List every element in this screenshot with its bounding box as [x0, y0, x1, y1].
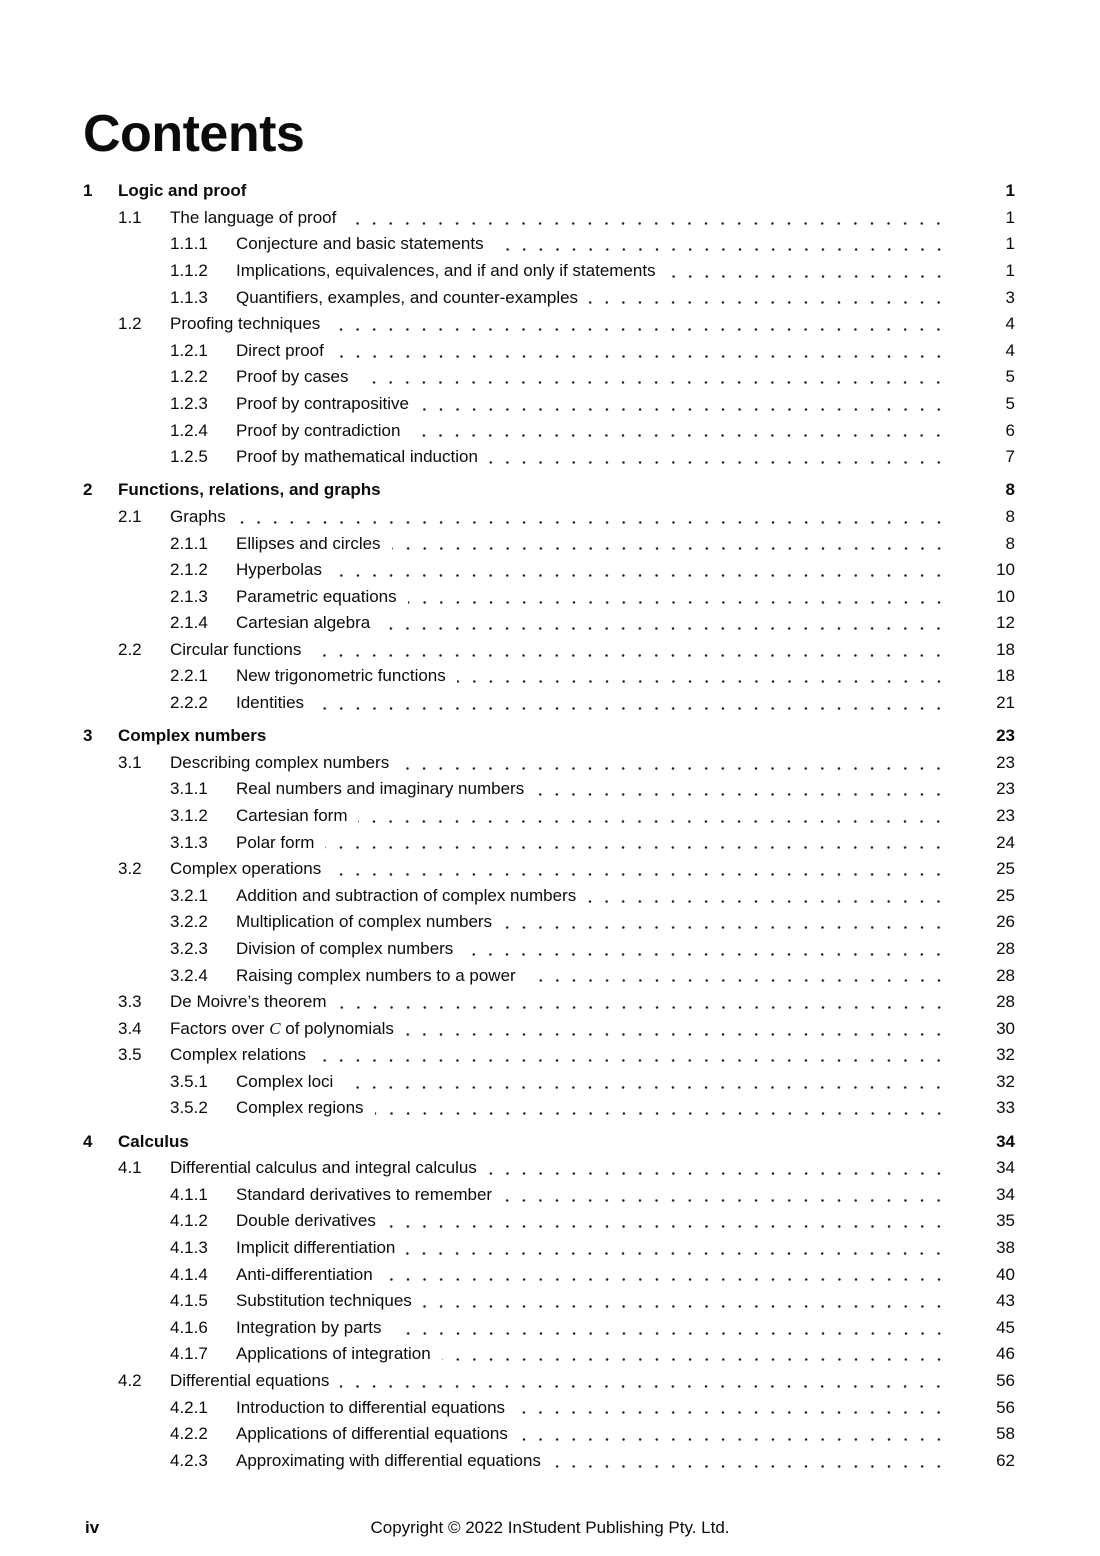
entry-number: 3.5.2 [170, 1098, 208, 1118]
dot-leader [359, 381, 947, 384]
entry-title: Proof by contradiction [236, 420, 401, 440]
entry-number: 3.3 [118, 992, 142, 1012]
entry-page-number: 8 [1005, 533, 1015, 553]
dot-leader [392, 547, 947, 550]
entry-number: 1.2.3 [170, 394, 208, 414]
entry-title: De Moivre’s theorem [170, 992, 327, 1012]
toc-chapter-group [83, 723, 1015, 1122]
entry-page-number: 34 [996, 1158, 1015, 1178]
entry-title: Direct proof [236, 340, 324, 360]
entry-number: 3.1.2 [170, 805, 208, 825]
dot-leader [312, 654, 947, 657]
dot-leader [338, 1006, 947, 1009]
entry-number: 2.1 [118, 506, 142, 526]
entry-title: Implications, equivalences, and if and only if statements [236, 261, 656, 281]
toc-entry-row [83, 417, 1015, 444]
entry-number: 2.2.2 [170, 693, 208, 713]
entry-number: 1.1.3 [170, 287, 208, 307]
entry-title: Proofing techniques [170, 314, 321, 334]
entry-number: 3.1.3 [170, 832, 208, 852]
dot-leader [535, 793, 947, 796]
entry-number: 4.2.3 [170, 1450, 208, 1470]
entry-page-number: 8 [1005, 506, 1015, 526]
entry-number: 3.1 [118, 752, 142, 772]
entry-page-number: 26 [996, 912, 1015, 932]
toc-entry-row [83, 1261, 1015, 1288]
entry-number: 4.1.3 [170, 1237, 208, 1257]
entry-title: Proof by contrapositive [236, 394, 409, 414]
entry-title: The language of proof [170, 207, 337, 227]
entry-title: Complex regions [236, 1098, 364, 1118]
entry-page-number: 34 [996, 1184, 1015, 1204]
entry-title: Double derivatives [236, 1211, 376, 1231]
toc-entry-row [83, 690, 1015, 717]
entry-page-number: 10 [996, 560, 1015, 580]
entry-number: 3.2.1 [170, 885, 208, 905]
entry-number: 4.1.1 [170, 1184, 208, 1204]
entry-page-number: 6 [1005, 420, 1015, 440]
entry-title: Standard derivatives to remember [236, 1184, 493, 1204]
dot-leader [587, 900, 947, 903]
entry-number: 1.2 [118, 314, 142, 334]
entry-page-number: 18 [996, 666, 1015, 686]
entry-title: Addition and subtraction of complex numbers [236, 885, 577, 905]
entry-number: 1.2.1 [170, 340, 208, 360]
chapter-number: 2 [83, 480, 93, 500]
toc-entry-row [83, 1288, 1015, 1315]
dot-leader [344, 1086, 947, 1089]
entry-number: 3.1.1 [170, 779, 208, 799]
entry-title: Polar form [236, 832, 315, 852]
entry-number: 1.1.2 [170, 261, 208, 281]
toc-entry-row [83, 1042, 1015, 1069]
toc-entry-row [83, 749, 1015, 776]
toc-entry-row [83, 637, 1015, 664]
page-footer [0, 1516, 1100, 1544]
toc-entry-row [83, 1069, 1015, 1096]
entry-page-number: 1 [1005, 234, 1015, 254]
toc-entry-row [83, 1368, 1015, 1395]
entry-title: Cartesian form [236, 805, 348, 825]
entry-number: 1.1 [118, 207, 142, 227]
entry-number: 1.2.5 [170, 447, 208, 467]
dot-leader [489, 461, 947, 464]
entry-title: Complex loci [236, 1071, 334, 1091]
entry-title: Raising complex numbers to a power [236, 965, 516, 985]
toc-entry-row [83, 311, 1015, 338]
entry-number: 2.1.2 [170, 560, 208, 580]
toc-entry-row [83, 504, 1015, 531]
entry-page-number: 23 [996, 779, 1015, 799]
entry-page-number: 33 [996, 1098, 1015, 1118]
toc-entry-row [83, 803, 1015, 830]
dot-leader [332, 873, 947, 876]
toc-entry-row [83, 557, 1015, 584]
entry-title: Hyperbolas [236, 560, 322, 580]
entry-title: Integration by parts [236, 1317, 382, 1337]
dot-leader [495, 248, 947, 251]
entry-title [170, 1019, 394, 1039]
entry-number: 1.2.4 [170, 420, 208, 440]
toc-entry-row [83, 530, 1015, 557]
entry-page-number: 21 [996, 693, 1015, 713]
entry-page-number: 43 [996, 1291, 1015, 1311]
entry-number: 3.2.4 [170, 965, 208, 985]
toc-entry-row [83, 338, 1015, 365]
entry-page-number: 5 [1005, 367, 1015, 387]
entry-page-number: 5 [1005, 394, 1015, 414]
entry-page-number: 25 [996, 885, 1015, 905]
chapter-page-number: 34 [996, 1131, 1015, 1151]
entry-number: 4.1 [118, 1158, 142, 1178]
entry-number: 3.5.1 [170, 1071, 208, 1091]
table-of-contents [83, 178, 1015, 1474]
entry-page-number: 12 [996, 613, 1015, 633]
entry-page-number: 1 [1005, 207, 1015, 227]
entry-title: Circular functions [170, 639, 302, 659]
entry-title: Complex relations [170, 1045, 307, 1065]
dot-leader [488, 1172, 947, 1175]
dot-leader [317, 1059, 947, 1062]
entry-page-number: 28 [996, 938, 1015, 958]
math-variable: C [269, 1018, 281, 1038]
entry-number: 2.2 [118, 639, 142, 659]
page-content [83, 0, 1015, 1474]
entry-page-number: 10 [996, 586, 1015, 606]
entry-title: Identities [236, 693, 305, 713]
toc-entry-row [83, 962, 1015, 989]
toc-entry-row [83, 776, 1015, 803]
chapter-title: Logic and proof [118, 181, 247, 201]
entry-title: Multiplication of complex numbers [236, 912, 493, 932]
toc-entry-row [83, 882, 1015, 909]
entry-number: 4.1.6 [170, 1317, 208, 1337]
entry-number: 1.2.2 [170, 367, 208, 387]
entry-page-number: 4 [1005, 340, 1015, 360]
dot-leader [589, 301, 947, 304]
toc-entry-row [83, 1208, 1015, 1235]
entry-title: Introduction to differential equations [236, 1397, 506, 1417]
dot-leader [400, 767, 947, 770]
entry-title: Quantifiers, examples, and counter-examples [236, 287, 579, 307]
title-text: Factors over [170, 1018, 270, 1038]
dot-leader [503, 1199, 947, 1202]
entry-title: Parametric equations [236, 586, 397, 606]
toc-entry-row [83, 583, 1015, 610]
entry-page-number: 35 [996, 1211, 1015, 1231]
dot-leader [420, 408, 947, 411]
toc-chapter-row [83, 723, 1015, 750]
dot-leader [333, 574, 947, 577]
entry-title: Anti-differentiation [236, 1264, 373, 1284]
entry-page-number: 46 [996, 1344, 1015, 1364]
entry-page-number: 32 [996, 1045, 1015, 1065]
entry-page-number: 24 [996, 832, 1015, 852]
dot-leader [331, 328, 947, 331]
entry-page-number: 40 [996, 1264, 1015, 1284]
dot-leader [325, 846, 947, 849]
toc-entry-row [83, 444, 1015, 471]
chapter-title: Complex numbers [118, 726, 267, 746]
entry-page-number: 38 [996, 1237, 1015, 1257]
dot-leader [375, 1112, 947, 1115]
entry-number: 4.1.2 [170, 1211, 208, 1231]
entry-page-number: 28 [996, 965, 1015, 985]
dot-leader [384, 1278, 947, 1281]
dot-leader [340, 1385, 947, 1388]
entry-title: New trigonometric functions [236, 666, 446, 686]
entry-title: Proof by mathematical induction [236, 447, 478, 467]
entry-title: Applications of differential equations [236, 1424, 508, 1444]
entry-page-number: 56 [996, 1370, 1015, 1390]
entry-number: 3.4 [118, 1018, 142, 1038]
toc-entry-row [83, 1181, 1015, 1208]
dot-leader [464, 953, 947, 956]
toc-entry-row [83, 1015, 1015, 1042]
page-title: Contents [83, 105, 305, 163]
entry-number: 3.2 [118, 859, 142, 879]
dot-leader [408, 601, 947, 604]
dot-leader [393, 1332, 947, 1335]
toc-entry-row [83, 1235, 1015, 1262]
entry-title: Approximating with differential equations [236, 1450, 541, 1470]
dot-leader [519, 1438, 947, 1441]
toc-entry-row [83, 936, 1015, 963]
entry-page-number: 25 [996, 859, 1015, 879]
entry-title: Substitution techniques [236, 1291, 412, 1311]
entry-title: Differential calculus and integral calculus [170, 1158, 477, 1178]
chapter-page-number: 1 [1005, 181, 1015, 201]
toc-chapter-group [83, 477, 1015, 716]
entry-number: 3.5 [118, 1045, 142, 1065]
entry-number: 4.2 [118, 1370, 142, 1390]
toc-entry-row [83, 909, 1015, 936]
toc-chapter-row [83, 477, 1015, 504]
chapter-number: 1 [83, 181, 93, 201]
chapter-number: 3 [83, 726, 93, 746]
entry-number: 2.1.4 [170, 613, 208, 633]
dot-leader [358, 820, 947, 823]
entry-page-number: 30 [996, 1018, 1015, 1038]
toc-chapter-group [83, 1128, 1015, 1474]
entry-number: 4.1.7 [170, 1344, 208, 1364]
dot-leader [381, 627, 947, 630]
entry-page-number: 23 [996, 805, 1015, 825]
entry-page-number: 62 [996, 1450, 1015, 1470]
chapter-title: Functions, relations, and graphs [118, 480, 381, 500]
entry-page-number: 56 [996, 1397, 1015, 1417]
entry-title: Proof by cases [236, 367, 349, 387]
entry-number: 3.2.2 [170, 912, 208, 932]
dot-leader [442, 1358, 947, 1361]
dot-leader [406, 1252, 947, 1255]
dot-leader [667, 275, 947, 278]
entry-number: 3.2.3 [170, 938, 208, 958]
dot-leader [527, 979, 947, 982]
dot-leader [335, 355, 947, 358]
dot-leader [387, 1225, 947, 1228]
dot-leader [552, 1465, 947, 1468]
entry-number: 4.2.1 [170, 1397, 208, 1417]
dot-leader [315, 707, 947, 710]
chapter-page-number: 8 [1005, 480, 1015, 500]
toc-entry-row [83, 391, 1015, 418]
entry-title: Real numbers and imaginary numbers [236, 779, 525, 799]
toc-chapter-row [83, 1128, 1015, 1155]
entry-page-number: 58 [996, 1424, 1015, 1444]
chapter-number: 4 [83, 1131, 93, 1151]
entry-number: 4.1.5 [170, 1291, 208, 1311]
toc-entry-row [83, 205, 1015, 232]
entry-title: Ellipses and circles [236, 533, 381, 553]
entry-title: Complex operations [170, 859, 322, 879]
entry-number: 2.2.1 [170, 666, 208, 686]
entry-page-number: 4 [1005, 314, 1015, 334]
toc-entry-row [83, 1421, 1015, 1448]
entry-page-number: 7 [1005, 447, 1015, 467]
copyright-text: Copyright © 2022 InStudent Publishing Pty. Ltd. [370, 1518, 730, 1537]
page-number-label: iv [85, 1518, 100, 1537]
toc-entry-row [83, 610, 1015, 637]
toc-entry-row [83, 1095, 1015, 1122]
toc-entry-row [83, 1394, 1015, 1421]
dot-leader [347, 222, 947, 225]
dot-leader [457, 680, 947, 683]
toc-chapter-row [83, 178, 1015, 205]
title-text: of polynomials [280, 1018, 394, 1038]
dot-leader [503, 926, 947, 929]
entry-number: 2.1.3 [170, 586, 208, 606]
toc-entry-row [83, 364, 1015, 391]
toc-chapter-group [83, 178, 1015, 471]
entry-page-number: 23 [996, 752, 1015, 772]
entry-page-number: 28 [996, 992, 1015, 1012]
entry-title: Graphs [170, 506, 226, 526]
chapter-title: Calculus [118, 1131, 189, 1151]
entry-page-number: 45 [996, 1317, 1015, 1337]
entry-page-number: 3 [1005, 287, 1015, 307]
entry-title: Implicit differentiation [236, 1237, 396, 1257]
entry-number: 1.1.1 [170, 234, 208, 254]
entry-title: Applications of integration [236, 1344, 431, 1364]
toc-entry-row [83, 1314, 1015, 1341]
toc-entry-row [83, 231, 1015, 258]
toc-entry-row [83, 829, 1015, 856]
dot-leader [411, 434, 947, 437]
entry-number: 4.1.4 [170, 1264, 208, 1284]
dot-leader [423, 1305, 947, 1308]
toc-entry-row [83, 1341, 1015, 1368]
dot-leader [405, 1033, 947, 1036]
entry-page-number: 32 [996, 1071, 1015, 1091]
entry-title: Cartesian algebra [236, 613, 371, 633]
entry-title: Division of complex numbers [236, 938, 454, 958]
entry-number: 2.1.1 [170, 533, 208, 553]
entry-title: Differential equations [170, 1370, 330, 1390]
entry-page-number: 18 [996, 639, 1015, 659]
toc-entry-row [83, 1447, 1015, 1474]
entry-title: Describing complex numbers [170, 752, 390, 772]
entry-page-number: 1 [1005, 261, 1015, 281]
toc-entry-row [83, 989, 1015, 1016]
toc-entry-row [83, 856, 1015, 883]
toc-entry-row [83, 258, 1015, 285]
chapter-page-number: 23 [996, 726, 1015, 746]
toc-entry-row [83, 284, 1015, 311]
entry-number: 4.2.2 [170, 1424, 208, 1444]
toc-entry-row [83, 1155, 1015, 1182]
dot-leader [237, 521, 947, 524]
dot-leader [516, 1411, 947, 1414]
entry-title: Conjecture and basic statements [236, 234, 484, 254]
toc-entry-row [83, 663, 1015, 690]
